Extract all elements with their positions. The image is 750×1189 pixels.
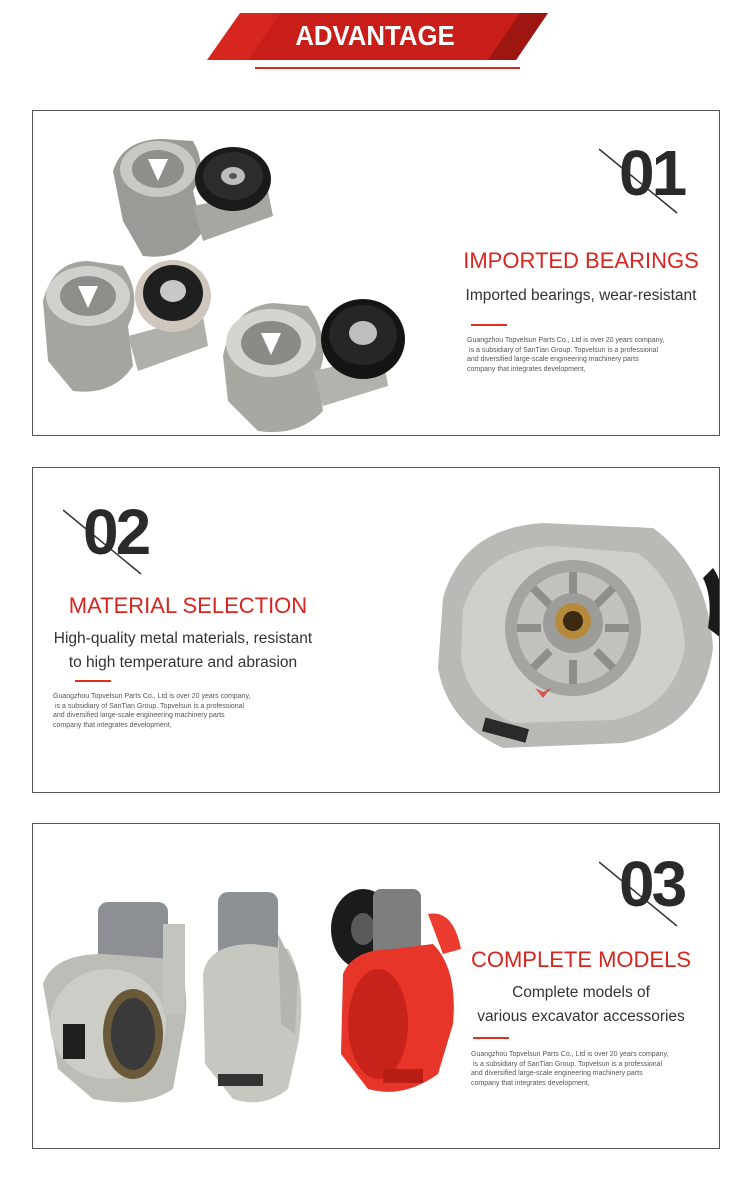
advantage-banner (0, 0, 750, 80)
section-heading: MATERIAL SELECTION (68, 593, 308, 618)
three-belt-tensioner-assemblies (33, 111, 453, 436)
section-subtitle: Imported bearings, wear-resistant (465, 287, 697, 304)
section-complete-models (32, 823, 720, 1149)
section-description: Guangzhou Topvelsun Parts Co., Ltd is over 20 years company, is a subsidiary of SanTian Group. Topvelsun is a professional and diversified large-scale engineering machinery parts company that integrates development, (467, 337, 665, 373)
section-subtitle: Complete models of various excavator accessories (477, 984, 685, 1025)
red-divider (471, 324, 507, 326)
section-description: Guangzhou Topvelsun Parts Co., Ltd is over 20 years company, is a subsidiary of SanTian Group. Topvelsun is a professional and diversified large-scale engineering machinery parts company that integrates development, (471, 1051, 669, 1087)
tensioner-closeup (423, 508, 720, 768)
three-tensioner-models (33, 874, 463, 1124)
banner-title: ADVANTAGE (295, 20, 455, 51)
section-number: 01 (619, 137, 685, 209)
section-subtitle: High-quality metal materials, resistant to high temperature and abrasion (53, 630, 313, 671)
section-description: Guangzhou Topvelsun Parts Co., Ltd is over 20 years company, is a subsidiary of SanTian Group. Topvelsun is a professional and diversified large-scale engineering machinery parts company that integrates development, (53, 693, 251, 729)
section-imported-bearings (32, 110, 720, 436)
section-heading: IMPORTED BEARINGS (463, 248, 699, 273)
red-divider (75, 680, 111, 682)
section-number: 02 (83, 496, 149, 568)
section-number: 03 (619, 848, 685, 920)
red-divider (473, 1037, 509, 1039)
section-material-selection (32, 467, 720, 793)
section-heading: COMPLETE MODELS (470, 947, 692, 972)
